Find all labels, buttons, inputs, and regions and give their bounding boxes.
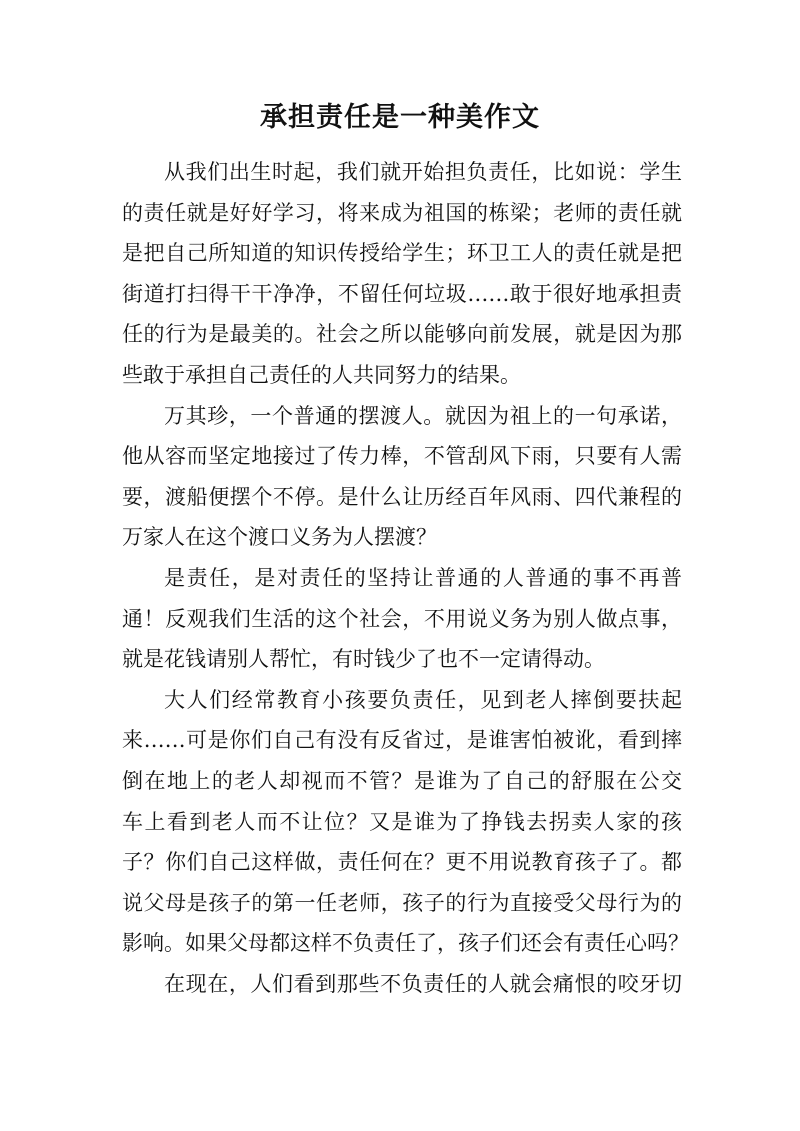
paragraph-2 — [122, 396, 682, 558]
text-line: 影响。如果父母都这样不负责任了，孩子们还会有责任心吗？ — [122, 931, 689, 956]
text-line: 是责任，是对责任的坚持让普通的人普通的事不再普 — [164, 565, 682, 590]
text-line: 街道打扫得干干净净，不留任何垃圾……敢于很好地承担责 — [122, 281, 682, 306]
text-line: 车上看到老人而不让位？又是谁为了挣钱去拐卖人家的孩 — [122, 809, 682, 834]
text-line: 任的行为是最美的。社会之所以能够向前发展，就是因为那 — [122, 322, 682, 347]
text-line: 他从容而坚定地接过了传力棒，不管刮风下雨，只要有人需 — [122, 444, 682, 469]
text-line: 在现在，人们看到那些不负责任的人就会痛恨的咬牙切 — [164, 971, 682, 996]
paragraph-5 — [122, 964, 682, 1005]
text-line: 从我们出生时起，我们就开始担负责任，比如说：学生 — [164, 160, 682, 184]
paragraph-3 — [122, 558, 682, 680]
paragraph-4 — [122, 680, 689, 964]
text-line: 的责任就是好好学习，将来成为祖国的栋梁；老师的责任就 — [122, 200, 682, 225]
text-line: 万家人在这个渡口义务为人摆渡？ — [122, 525, 437, 550]
document-title: 承担责任是一种美作文 — [260, 102, 540, 133]
text-line: 子？你们自己这样做，责任何在？更不用说教育孩子了。都 — [122, 850, 682, 875]
text-line: 说父母是孩子的第一任老师，孩子的行为直接受父母行为的 — [122, 890, 682, 915]
text-line: 就是花钱请别人帮忙，有时钱少了也不一定请得动。 — [122, 647, 605, 672]
text-line: 来……可是你们自己有没有反省过，是谁害怕被讹，看到摔 — [122, 728, 682, 753]
text-line: 倒在地上的老人却视而不管？是谁为了自己的舒服在公交 — [122, 768, 682, 793]
text-line: 通！反观我们生活的这个社会，不用说义务为别人做点事， — [122, 606, 682, 631]
text-line: 要，渡船便摆个不停。是什么让历经百年风雨、四代兼程的 — [122, 484, 682, 509]
paragraph-1 — [122, 152, 682, 396]
document-body — [122, 152, 689, 1004]
text-line: 万其珍，一个普通的摆渡人。就因为祖上的一句承诺， — [164, 403, 682, 428]
text-line: 大人们经常教育小孩要负责任，见到老人摔倒要扶起 — [164, 687, 682, 712]
text-line: 些敢于承担自己责任的人共同努力的结果。 — [122, 362, 521, 387]
text-line: 是把自己所知道的知识传授给学生；环卫工人的责任就是把 — [122, 241, 682, 266]
